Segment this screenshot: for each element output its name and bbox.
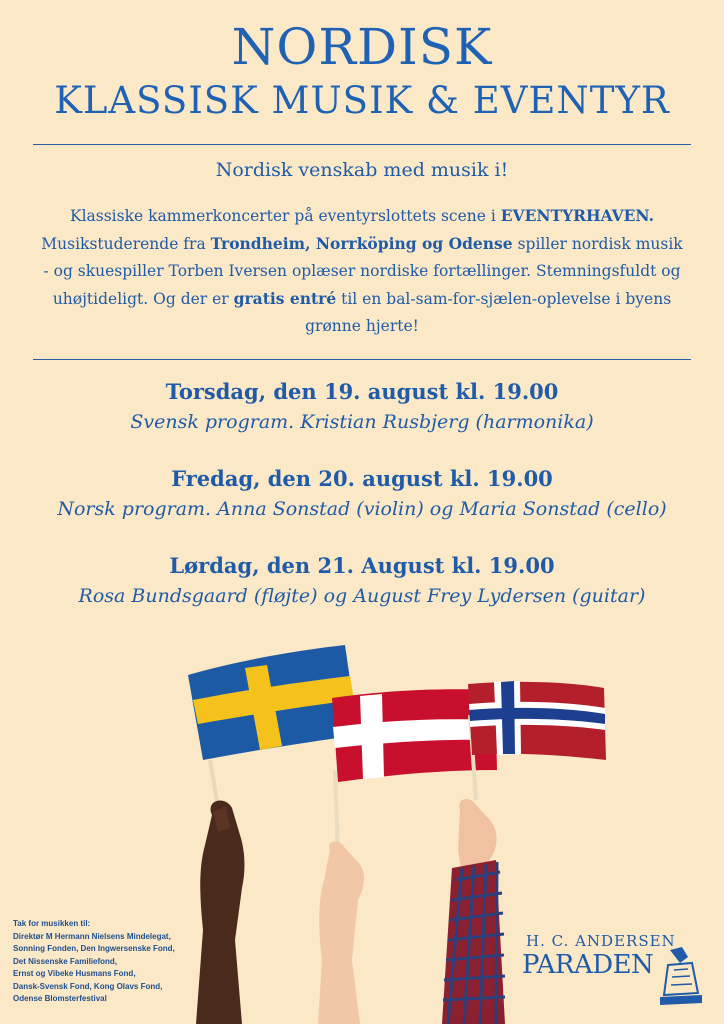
intro-highlight: Trondheim, Norrköping og Odense [210,234,513,253]
intro-text: Klassiske kammerkoncerter på eventyrslottets scene i [69,207,501,225]
event-program: Rosa Bundsgaard (fløjte) og August Frey Lydersen (guitar) [78,585,646,607]
thanks-line: Direktør M Hermann Nielsens Mindelegat, [13,931,171,941]
thanks-line: Ernst og Vibeke Husmans Fond, [13,969,136,978]
thanks-line: Odense Blomsterfestival [13,994,107,1003]
logo-line1: H. C. ANDERSEN [526,932,676,950]
event-program: Norsk program. Anna Sonstad (violin) og Maria Sonstad (cello) [57,498,667,520]
intro-text: spiller nordisk musik - og skuespiller Torben Iversen oplæser nordiske fortællinger. Stemningsfuldt og uhøjtideligt. Og der er [43,235,683,308]
event-program: Svensk program. Kristian Rusbjerg (harmonika) [130,411,594,433]
title-nordisk: NORDISK [231,18,493,76]
middle-hand [318,841,364,1024]
event-date: Torsdag, den 19. august kl. 19.00 [165,379,559,404]
right-hand [442,799,505,1024]
norway-flag [468,681,606,760]
intro-highlight: EVENTYRHAVEN. [500,206,654,225]
title-subtitle: KLASSISK MUSIK & EVENTYR [54,79,670,122]
thanks-credits [13,918,243,1006]
intro-highlight: gratis entré [233,289,337,308]
thanks-line: Dansk-Svensk Fond, Kong Olavs Fond, [13,981,163,991]
logo-line2: PARADEN [522,950,654,980]
intro-text: Musikstuderende fra [41,235,211,253]
thanks-line: Det Nissenske Familiefond, [13,956,118,966]
thanks-heading: Tak for musikken til: [13,919,91,928]
event-date: Fredag, den 20. august kl. 19.00 [171,466,553,491]
event-date: Lørdag, den 21. August kl. 19.00 [169,553,555,578]
intro-text: til en bal-sam-for-sjælen-oplevelse i byens grønne hjerte! [305,290,672,335]
tagline: Nordisk venskab med musik i! [215,159,509,181]
thanks-line: Sonning Fonden, Den Ingwersenske Fond, [13,944,175,953]
hc-andersen-paraden-logo [520,930,720,1010]
